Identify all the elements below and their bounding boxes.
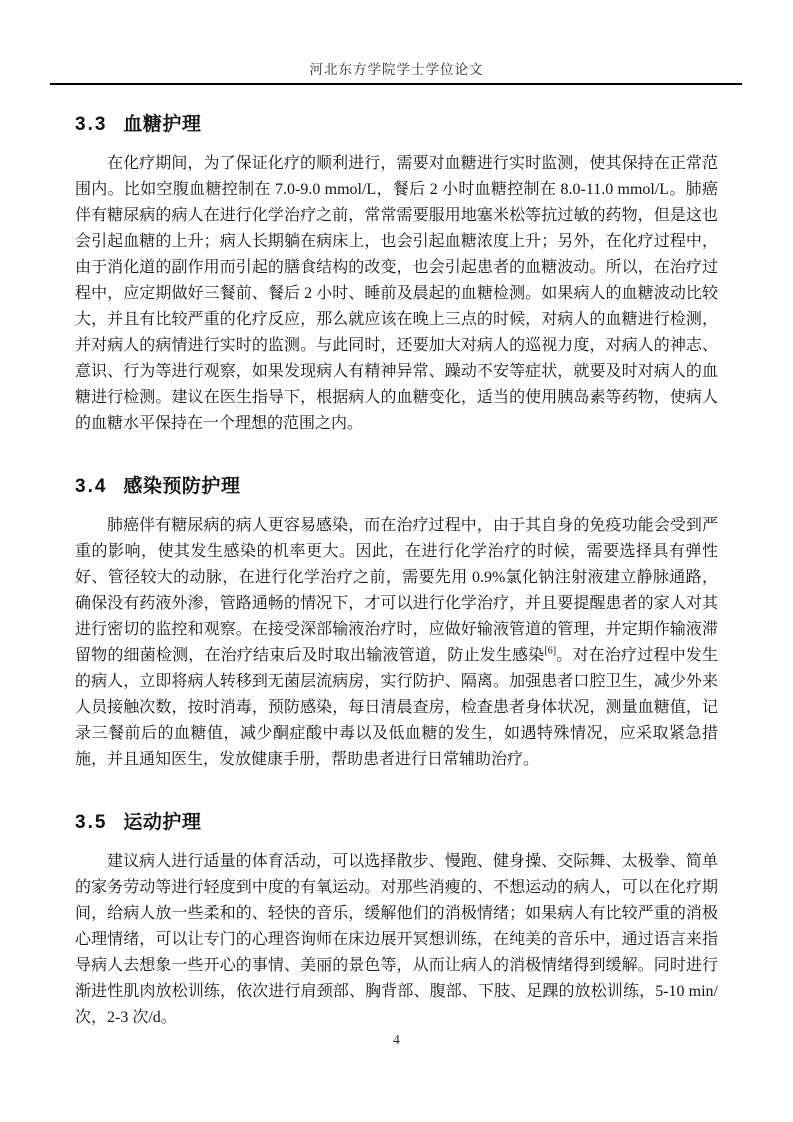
page-number: 4	[393, 1032, 400, 1047]
section-number: 3.3	[75, 114, 108, 135]
paragraph-infection-prevention-care	[75, 513, 718, 773]
header-rule	[50, 83, 742, 85]
section-heading-infection-prevention-care	[75, 475, 718, 499]
paragraph-text-before-citation: 肺癌伴有糖尿病的病人更容易感染，而在治疗过程中，由于其自身的免疫功能会受到严重的影响，使其发生感染的机率更大。因此，在进行化学治疗的时候，需要选择具有弹性好、管径较大的动脉，在进行化学治疗之前，需要先用 0.9%氯化钠注射液建立静脉通路，确保没有药液外渗，管路通畅的情况下，才可以进行化学治疗，并且要提醒患者的家人对其进行密切的监控和观察。在接受深部输液治疗时，应做好输液管道的管理，并定期作输液滞留物的细菌检测，在治疗结束后及时取出输液管道，防止发生感染	[75, 517, 718, 664]
paragraph-blood-glucose-care: 在化疗期间，为了保证化疗的顺利进行，需要对血糖进行实时监测，使其保持在正常范围内。比如空腹血糖控制在 7.0-9.0 mmol/L，餐后 2 小时血糖控制在 8.0-11.0 mmol/L。肺癌伴有糖尿病的病人在进行化学治疗之前，常常需要服用地塞米松等抗过敏的药物，但是这也会引起血糖的上升；病人长期躺在病床上，也会引起血糖浓度上升；另外，在化疗过程中，由于消化道的副作用而引起的膳食结构的改变，也会引起患者的血糖波动。所以，在治疗过程中，应定期做好三餐前、餐后 2 小时、睡前及晨起的血糖检测。如果病人的血糖波动比较大，并且有比较严重的化疗反应，那么就应该在晚上三点的时候，对病人的血糖进行检测，并对病人的病情进行实时的监测。与此同时，还要加大对病人的巡视力度，对病人的神志、意识、行为等进行观察，如果发现病人有精神异常、躁动不安等症状，就要及时对病人的血糖进行检测。建议在医生指导下，根据病人的血糖变化，适当的使用胰岛素等药物，使病人的血糖水平保持在一个理想的范围之内。	[75, 155, 718, 432]
section-heading-blood-glucose-care	[75, 113, 718, 137]
paragraph-text-after-citation: 。对在治疗过程中发生的病人，立即将病人转移到无菌层流病房，实行防护、隔离。加强患者口腔卫生，减少外来人员接触次数，按时消毒，预防感染，每日清晨查房，检查患者身体状况，测量血糖值，记录三餐前后的血糖值，减少酮症酸中毒以及低血糖的发生，如遇特殊情况，应采取紧急措施，并且通知医生，发放健康手册，帮助患者进行日常辅助治疗。	[75, 647, 718, 768]
section-number: 3.5	[75, 812, 108, 833]
section-title: 运动护理	[123, 812, 202, 833]
page-content	[75, 86, 718, 1031]
paragraph-exercise-care: 建议病人进行适量的体育活动，可以选择散步、慢跑、健身操、交际舞、太极拳、简单的家务劳动等进行轻度到中度的有氧运动。对那些消瘦的、不想运动的病人，可以在化疗期间，给病人放一些柔和的、轻快的音乐，缓解他们的消极情绪；如果病人有比较严重的消极心理情绪，可以让专门的心理咨询师在床边展开冥想训练，在纯美的音乐中，通过语言来指导病人去想象一些开心的事情、美丽的景色等，从而让病人的消极情绪得到缓解。同时进行渐进性肌肉放松训练，依次进行肩颈部、胸背部、腹部、下肢、足踝的放松训练，5-10 min/次，2-3 次/d。	[75, 853, 718, 1026]
section-title: 血糖护理	[123, 114, 202, 135]
citation-marker: [6]	[544, 645, 557, 657]
section-heading-exercise-care	[75, 811, 718, 835]
running-header-title: 河北东方学院学士学位论文	[309, 62, 484, 77]
section-number: 3.4	[75, 476, 108, 497]
section-title: 感染预防护理	[123, 476, 241, 497]
